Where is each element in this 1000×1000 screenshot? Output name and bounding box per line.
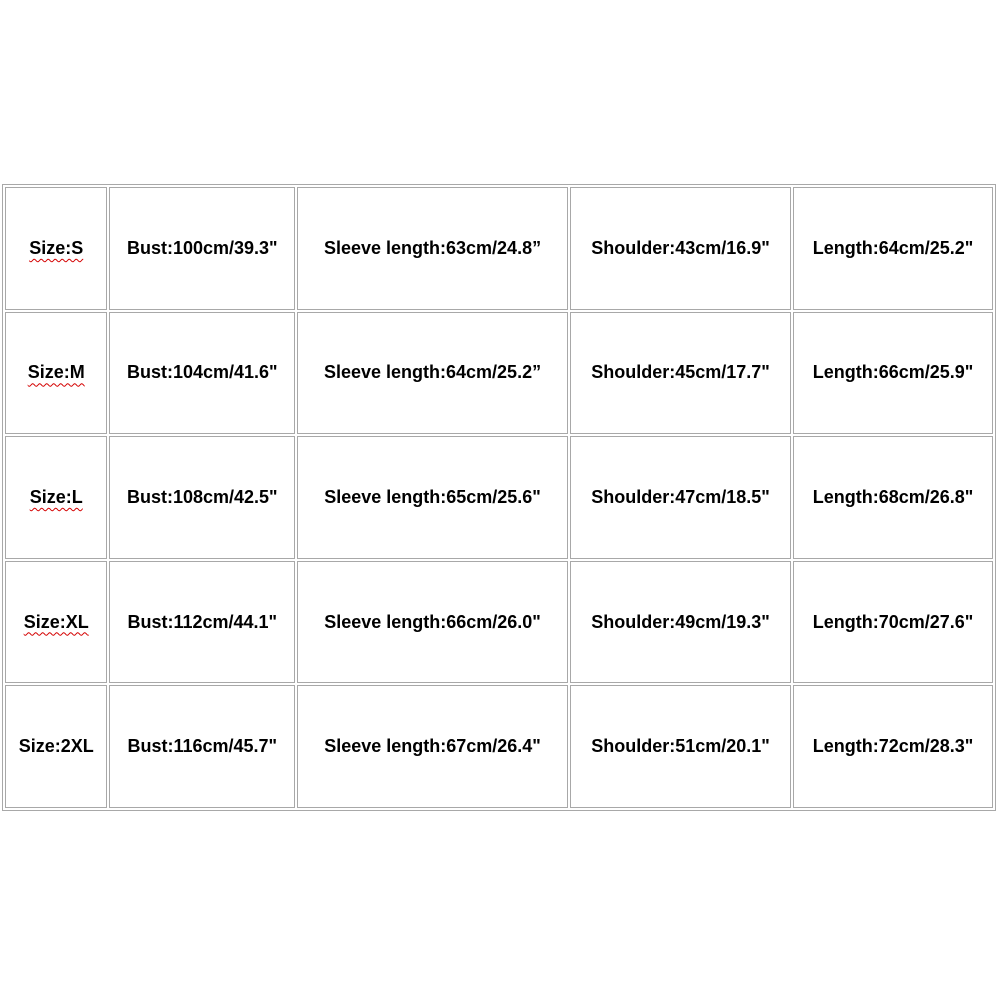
table-row	[5, 436, 993, 559]
size-cell	[5, 561, 107, 684]
length-cell: Length:72cm/28.3"	[793, 685, 993, 808]
bust-cell: Bust:108cm/42.5"	[109, 436, 295, 559]
shoulder-cell: Shoulder:49cm/19.3"	[570, 561, 791, 684]
sleeve-length-cell: Sleeve length:64cm/25.2”	[297, 312, 568, 435]
shoulder-cell: Shoulder:45cm/17.7"	[570, 312, 791, 435]
size-cell	[5, 685, 107, 808]
size-label: Size:2XL	[18, 736, 94, 757]
size-label: Size:L	[29, 486, 83, 507]
size-label: Size:S	[29, 237, 84, 258]
bust-cell: Bust:116cm/45.7"	[109, 685, 295, 808]
table-row	[5, 685, 993, 808]
size-cell	[5, 312, 107, 435]
bust-cell: Bust:104cm/41.6"	[109, 312, 295, 435]
bust-cell: Bust:112cm/44.1"	[109, 561, 295, 684]
length-cell: Length:70cm/27.6"	[793, 561, 993, 684]
length-cell: Length:68cm/26.8"	[793, 436, 993, 559]
sleeve-length-cell: Sleeve length:67cm/26.4"	[297, 685, 568, 808]
table-row	[5, 561, 993, 684]
size-label: Size:XL	[23, 611, 89, 632]
table-row	[5, 312, 993, 435]
size-label: Size:M	[27, 362, 85, 383]
length-cell: Length:64cm/25.2"	[793, 187, 993, 310]
bust-cell: Bust:100cm/39.3"	[109, 187, 295, 310]
shoulder-cell: Shoulder:47cm/18.5"	[570, 436, 791, 559]
shoulder-cell: Shoulder:43cm/16.9"	[570, 187, 791, 310]
sleeve-length-cell: Sleeve length:65cm/25.6"	[297, 436, 568, 559]
sleeve-length-cell: Sleeve length:63cm/24.8”	[297, 187, 568, 310]
shoulder-cell: Shoulder:51cm/20.1"	[570, 685, 791, 808]
size-cell	[5, 436, 107, 559]
size-cell	[5, 187, 107, 310]
length-cell: Length:66cm/25.9"	[793, 312, 993, 435]
table-row	[5, 187, 993, 310]
sleeve-length-cell: Sleeve length:66cm/26.0"	[297, 561, 568, 684]
size-chart-table	[2, 184, 996, 811]
